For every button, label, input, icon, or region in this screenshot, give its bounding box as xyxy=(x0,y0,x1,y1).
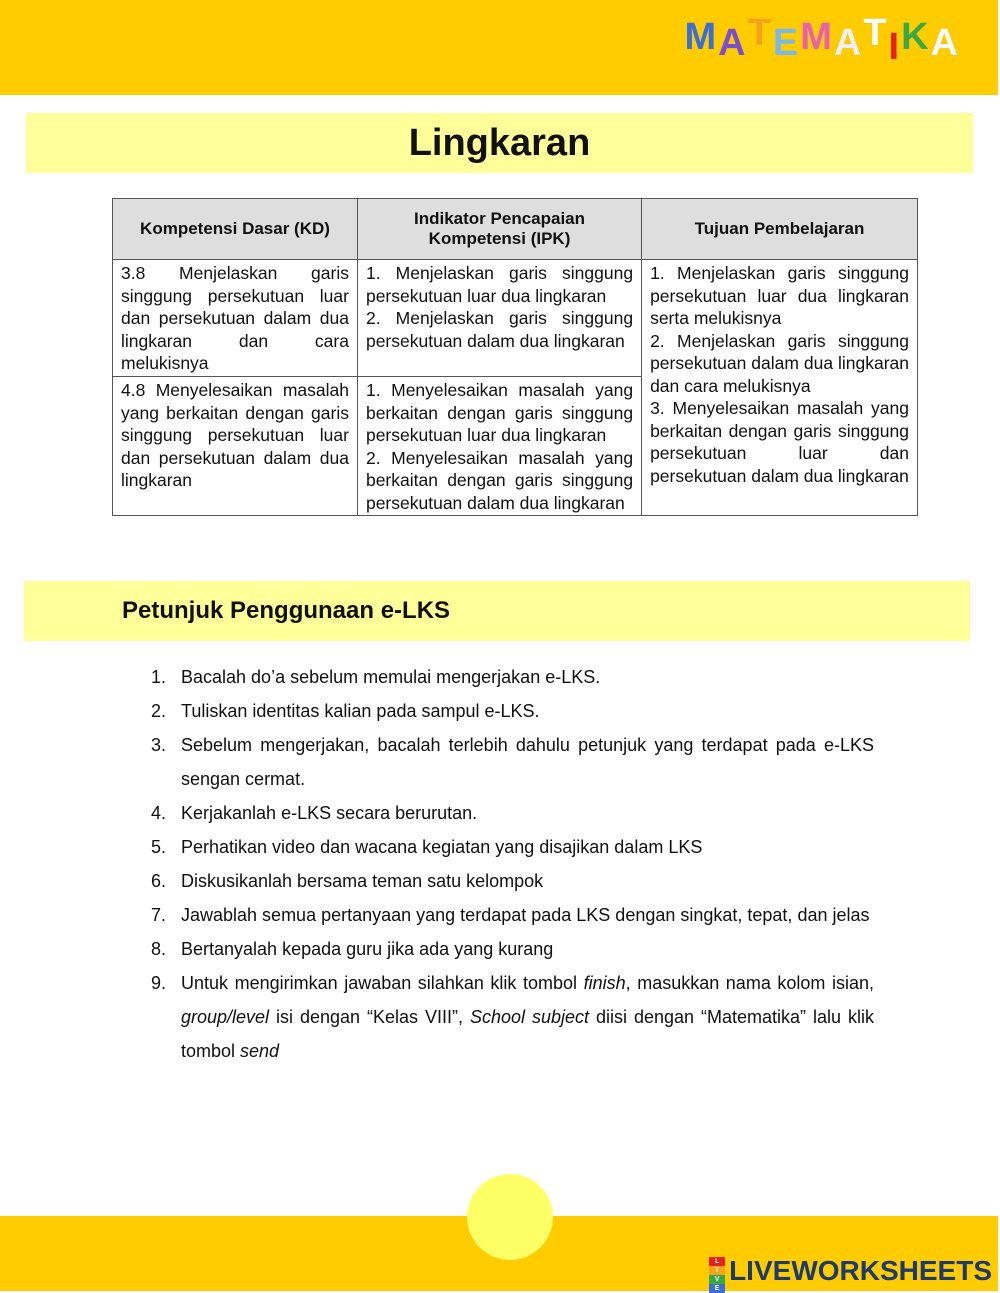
brand-letter: M xyxy=(800,16,834,58)
competency-table xyxy=(112,198,918,516)
school-subject-term: School subject xyxy=(470,1007,590,1027)
ipk-cell-2 xyxy=(357,377,641,516)
list-item xyxy=(141,660,874,694)
logo-letter: V xyxy=(709,1275,725,1284)
liveworksheets-logo-icon xyxy=(709,1257,725,1292)
table-header-row xyxy=(113,199,918,260)
list-item xyxy=(141,864,874,898)
group-level-term: group/level xyxy=(181,1007,270,1027)
kd-cell-1: 3.8 Menjelaskan garis singgung persekutuan luar dan persekutuan dalam dua lingkaran dan cara melukisnya xyxy=(113,260,358,377)
list-number: 1. xyxy=(151,667,167,687)
list-text: Perhatikan video dan wacana kegiatan yang disajikan dalam LKS xyxy=(181,837,703,857)
logo-letter: I xyxy=(709,1266,725,1275)
header-tujuan: Tujuan Pembelajaran xyxy=(642,199,918,260)
text-segment: Untuk mengirimkan jawaban silahkan klik tombol xyxy=(181,973,584,993)
header-ipk: Indikator Pencapaian Kompetensi (IPK) xyxy=(357,199,641,260)
ipk-1-item-1: 1. Menjelaskan garis singgung persekutuan luar dua lingkaran xyxy=(365,263,634,306)
brand-letter: T xyxy=(747,12,773,54)
list-item xyxy=(141,694,874,728)
brand-letter: A xyxy=(718,22,748,64)
list-text: Diskusikanlah bersama teman satu kelompok xyxy=(181,871,544,891)
list-number: 3. xyxy=(151,735,167,755)
page-title: Lingkaran xyxy=(408,122,591,164)
list-item xyxy=(141,966,874,1068)
text-segment: isi dengan “Kelas VIII”, xyxy=(269,1007,470,1027)
title-band xyxy=(26,113,973,173)
brand-letter: A xyxy=(930,22,960,64)
brand-letter: I xyxy=(888,26,902,68)
list-item xyxy=(141,830,874,864)
list-text: Jawablah semua pertanyaan yang terdapat pada LKS dengan singkat, tepat, dan jelas xyxy=(181,905,870,925)
tujuan-item-3: 3. Menyelesaikan masalah yang berkaitan dengan garis singgung persekutuan luar dan persekutuan dalam dua lingkaran xyxy=(650,398,909,486)
list-item xyxy=(141,728,874,796)
table-row xyxy=(113,260,918,377)
instructions-heading: Petunjuk Penggunaan e-LKS xyxy=(122,597,451,624)
kd-cell-2: 4.8 Menyelesaikan masalah yang berkaitan dengan garis singgung persekutuan luar dan persekutuan dalam dua lingkaran xyxy=(113,377,358,516)
list-number: 6. xyxy=(151,871,167,891)
text-segment: , masukkan nama kolom isian, xyxy=(625,973,874,993)
matematika-logo xyxy=(684,12,960,68)
list-number: 5. xyxy=(151,837,167,857)
list-text: Tuliskan identitas kalian pada sampul e-LKS. xyxy=(181,701,540,721)
decorative-circle xyxy=(467,1174,553,1260)
list-item xyxy=(141,898,874,932)
liveworksheets-watermark xyxy=(709,1254,992,1292)
liveworksheets-text: LIVEWORKSHEETS xyxy=(729,1255,992,1286)
tujuan-item-2: 2. Menjelaskan garis singgung persekutuan dalam dua lingkaran dan cara melukisnya xyxy=(650,330,909,396)
finish-term: finish xyxy=(583,973,626,993)
list-text: Kerjakanlah e-LKS secara berurutan. xyxy=(181,803,478,823)
logo-letter: L xyxy=(709,1257,725,1266)
list-number: 9. xyxy=(151,973,167,993)
instructions-list xyxy=(141,660,874,1068)
ipk-2-item-1: 1. Menyelesaikan masalah yang berkaitan dengan garis singgung persekutuan luar dua lingkaran xyxy=(365,380,634,445)
brand-letter: A xyxy=(833,22,864,64)
list-text: Bertanyalah kepada guru jika ada yang kurang xyxy=(181,939,554,959)
list-text: Bacalah do’a sebelum memulai mengerjakan e-LKS. xyxy=(181,667,601,687)
ipk-2-item-2: 2. Menyelesaikan masalah yang berkaitan dengan garis singgung persekutuan dalam dua lingkaran xyxy=(365,447,634,513)
list-number: 8. xyxy=(151,939,167,959)
brand-letter: K xyxy=(901,16,931,58)
ipk-1-item-2: 2. Menjelaskan garis singgung persekutuan dalam dua lingkaran xyxy=(365,308,634,351)
list-text: Sebelum mengerjakan, bacalah terlebih dahulu petunjuk yang terdapat pada e-LKS sengan cermat. xyxy=(181,735,874,789)
instructions-band xyxy=(24,581,970,641)
ipk-cell-1 xyxy=(357,260,641,377)
header-kd: Kompetensi Dasar (KD) xyxy=(113,199,358,260)
brand-letter: M xyxy=(684,16,719,58)
tujuan-item-1: 1. Menjelaskan garis singgung persekutuan luar dua lingkaran serta melukisnya xyxy=(650,263,909,328)
brand-letter: T xyxy=(863,12,889,54)
list-number: 7. xyxy=(151,905,167,925)
logo-letter: E xyxy=(709,1284,725,1293)
list-item xyxy=(141,796,874,830)
text-segment: diisi dengan “Matematika” lalu klik tombol xyxy=(181,1007,874,1061)
list-text xyxy=(181,973,874,1061)
list-number: 2. xyxy=(151,701,167,721)
brand-letter: E xyxy=(772,22,801,64)
list-item xyxy=(141,932,874,966)
tujuan-cell xyxy=(642,260,918,516)
list-number: 4. xyxy=(151,803,167,823)
send-term: send xyxy=(240,1041,280,1061)
